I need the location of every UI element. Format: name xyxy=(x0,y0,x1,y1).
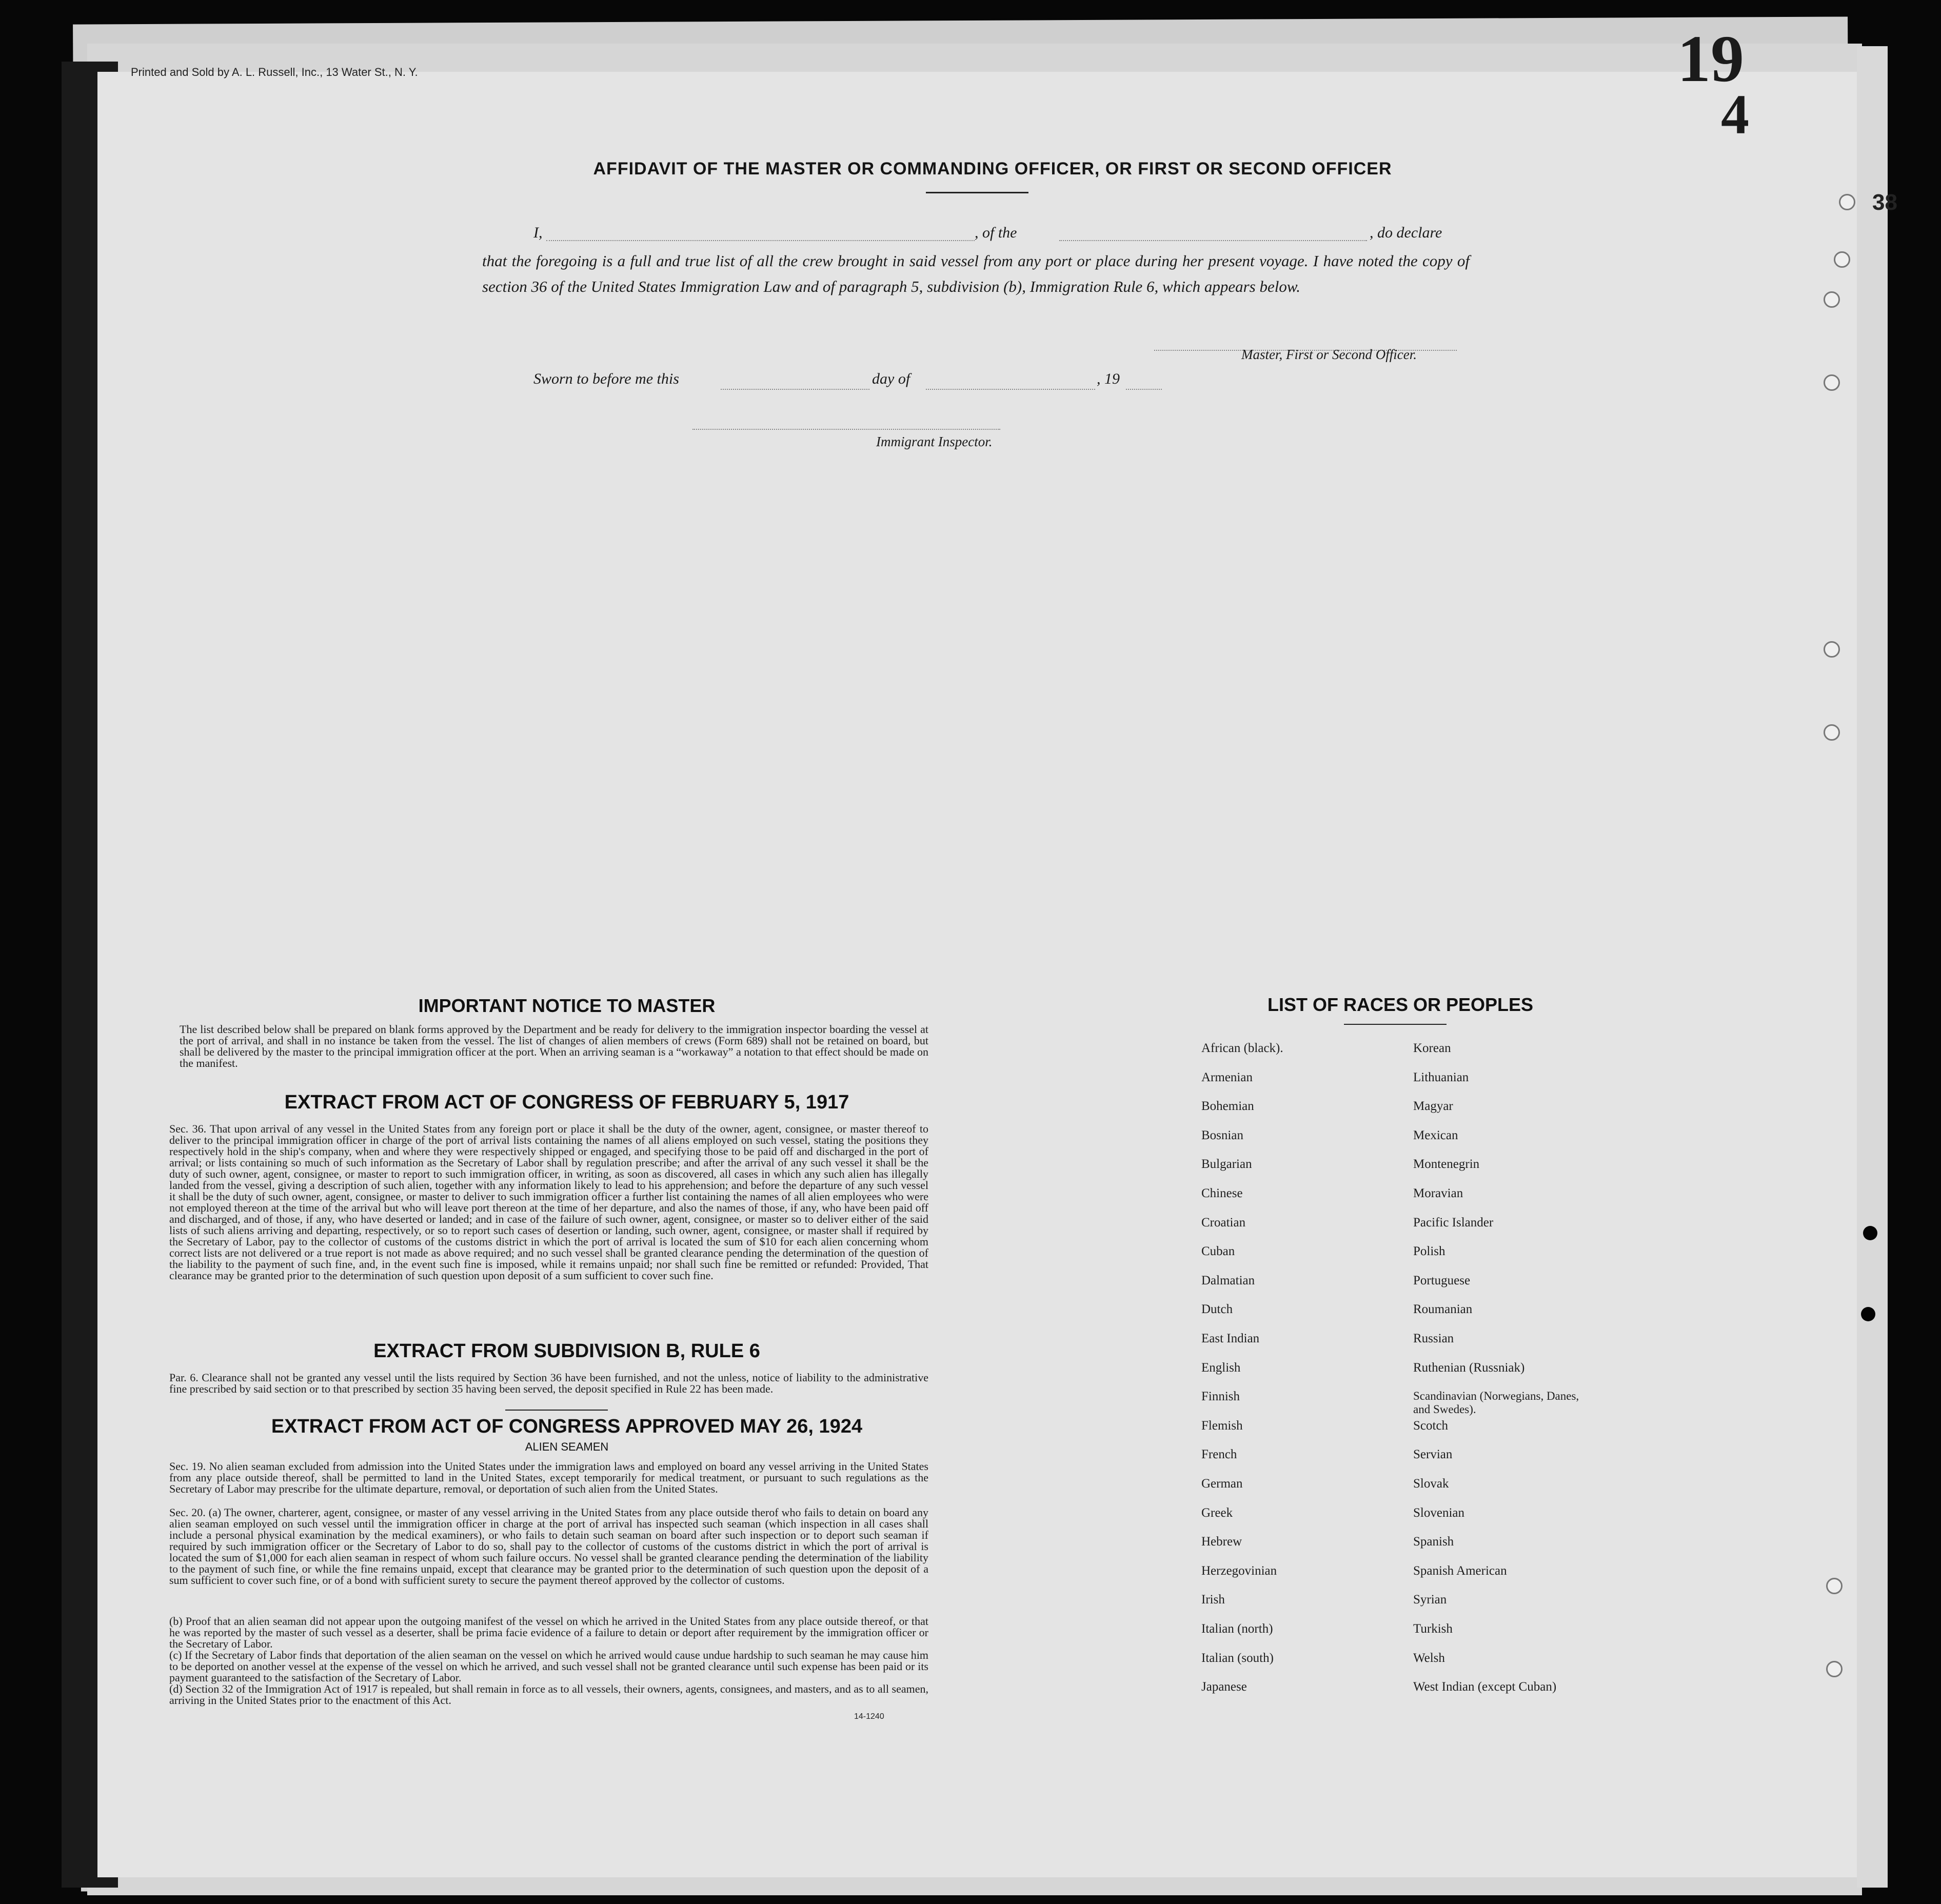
race-item: Chinese xyxy=(1201,1186,1243,1200)
signature-label: Master, First or Second Officer. xyxy=(1241,347,1417,362)
rule6-title: EXTRACT FROM SUBDIVISION B, RULE 6 xyxy=(373,1340,760,1362)
race-item: Italian (north) xyxy=(1201,1622,1273,1636)
race-item: Korean xyxy=(1413,1041,1451,1055)
race-item: West Indian (except Cuban) xyxy=(1413,1680,1557,1694)
race-item: Flemish xyxy=(1201,1418,1243,1433)
punch-hole xyxy=(1839,194,1855,210)
sec20a-text: Sec. 20. (a) The owner, charterer, agent, consignee, or master of any vessel arriving in the United States from any place outside therof who fails to detain on board any alien seaman employed on such vessel until the immigration officer in charge at the port of arrival has inspected such seaman (which inspection in all cases shall include a personal physical examination by the medical examiners), or who fails to detain such seaman on board after such inspection or to deport such seaman if required by such immigration officer or the Secretary of Labor to do so, shall pay to the collector of customs of the customs district in which the port of arrival is located the sum of $1,000 for each alien seaman in respect of whom such failure occurs. No vessel shall be granted clearance pending the determination of the liability to the payment of such fine, or while the fine remains unpaid, except that clearance may be granted prior to the determination of such question upon the deposit of a sum sufficient to cover such fine, or of a bond with sufficient surety to secure the payment thereof approved by the collector of customs. xyxy=(169,1506,928,1586)
sec20d-text: (d) Section 32 of the Immigration Act of 1917 is repealed, but shall remain in force as to all vessels, their owners, agents, consignees, and masters, and as to all seamen, arriving in the United States prior to the enactment of this Act. xyxy=(169,1682,928,1707)
race-item: Slovak xyxy=(1413,1477,1449,1491)
race-item: Lithuanian xyxy=(1413,1070,1469,1084)
race-item: Pacific Islander xyxy=(1413,1215,1494,1229)
underlying-page-edge xyxy=(1857,46,1888,1888)
race-item: African (black). xyxy=(1201,1041,1283,1055)
race-item: Syrian xyxy=(1413,1593,1447,1607)
race-item: Spanish American xyxy=(1413,1563,1507,1578)
races-title: LIST OF RACES OR PEOPLES xyxy=(1267,994,1534,1015)
race-item: Bohemian xyxy=(1201,1099,1254,1114)
race-item: German xyxy=(1201,1477,1243,1491)
inspector-line[interactable] xyxy=(692,429,1000,430)
race-item: Montenegrin xyxy=(1413,1157,1480,1172)
race-item: Italian (south) xyxy=(1201,1651,1274,1665)
sworn-label: Sworn to before me this xyxy=(533,370,679,387)
race-item: Turkish xyxy=(1413,1622,1453,1636)
extract-1917-text: Sec. 36. That upon arrival of any vessel in the United States from any foreign port or place it shall be the duty of the owner, agent, consignee, or master thereof to deliver to the principal immigration officer in charge of the port of arrival lists containing the names of all aliens employed on such vessel, stating the positions they respectively hold in the ship's company, when and where they were respectively shipped or engaged, and specifying those to be paid off and discharged in the port of arrival; or lists containing so much of such information as the Secretary of Labor shall by regulation prescribe; and after the arrival of any such vessel it shall be the duty of such owner, agent, consignee, or master to report to such immigration officer, in writing, as soon as discovered, all cases in which any such alien has illegally landed from the vessel, giving a description of such alien, together with any information likely to lead to his apprehension; and before the departure of any such vessel it shall be the duty of such owner, agent, consignee, or master to deliver to such immigration officer a further list containing the names of all alien employees who were not employed thereon at the time of the arrival but who will leave port thereon at the time of her departure, and also the names of those, if any, who have been paid off and discharged, and of those, if any, who have deserted or landed; and in case of the failure of such owner, agent, consignee, or master so to deliver either of the said lists of such aliens arriving and departing, respectively, or so to report such cases of desertion or landing, such owner, agent, consignee, or master shall if required by the Secretary of Labor, pay to the collector of customs of the customs district in which the port of arrival is located the sum of $10 for each alien concerning whom correct lists are not delivered or a true report is not made as above required; and no such vessel shall be granted clearance pending the determination of the question of the liability to the payment of such fine, and, in the event such fine is imposed, while it remains unpaid; nor shall such fine be remitted or refunded: Provided, That clearance may be granted prior to the determination of such question upon deposit of a sum sufficient to cover such fine. xyxy=(169,1122,928,1282)
document-page xyxy=(97,72,1888,1877)
punch-hole xyxy=(1863,1226,1877,1240)
race-item: Magyar xyxy=(1413,1099,1453,1114)
race-item: Dutch xyxy=(1201,1302,1233,1317)
race-item: Japanese xyxy=(1201,1680,1247,1694)
punch-hole xyxy=(1824,374,1840,391)
affidavit-i: I, xyxy=(533,224,543,241)
punch-hole xyxy=(1824,291,1840,308)
race-item: Scotch xyxy=(1413,1418,1449,1433)
edge-number: 38 xyxy=(1872,190,1897,215)
race-item: East Indian xyxy=(1201,1332,1260,1345)
day-of-label: day of xyxy=(872,370,910,387)
races-rule xyxy=(1344,1024,1447,1025)
section-rule xyxy=(505,1410,608,1411)
affidavit-body: that the foregoing is a full and true list of all the crew brought in said vessel from any port or place during her present voyage. I have noted the copy of section 36 of the United States Immigration Law and of paragraph 5, subdivision (b), Immigration Rule 6, which appears below. xyxy=(482,252,1470,295)
race-item: Roumanian xyxy=(1413,1302,1473,1317)
race-item: Herzegovinian xyxy=(1201,1563,1277,1578)
sec20c-text: (c) If the Secretary of Labor finds that deportation of the alien seaman on the vessel on which he arrived would cause undue hardship to such seaman he may cause him to be deported on another vessel at the expense of the vessel on which he arrived, and such vessel shall not be granted clearance until such expense has been paid or its payment guaranteed to the satisfaction of the Secretary of Labor. xyxy=(169,1649,928,1684)
affidavit-declare: , do declare xyxy=(1370,224,1442,241)
year-label: , 19 xyxy=(1097,370,1120,387)
extract-1924-subtitle: ALIEN SEAMEN xyxy=(525,1440,609,1453)
race-item: Irish xyxy=(1201,1593,1225,1607)
inspector-label: Immigrant Inspector. xyxy=(876,434,993,449)
race-item: Bosnian xyxy=(1201,1128,1243,1142)
race-item: Finnish xyxy=(1201,1390,1240,1404)
sworn-year-field[interactable] xyxy=(1126,389,1162,390)
form-number: 14-1240 xyxy=(854,1712,884,1721)
race-item: Cuban xyxy=(1201,1244,1235,1259)
race-item: Ruthenian (Russniak) xyxy=(1413,1360,1525,1375)
sec19-text: Sec. 19. No alien seaman excluded from admission into the United States under the immigration laws and employed on board any vessel arriving in the United States from any place outside thereof, shall be permitted to land in the United States, except temporarily for medical treatment, or pursuant to such regulations as the Secretary of Labor may prescribe for the ultimate departure, removal, or deportation of such alien from the United States. xyxy=(169,1460,928,1495)
notice-title: IMPORTANT NOTICE TO MASTER xyxy=(418,995,716,1016)
race-item: Mexican xyxy=(1413,1128,1458,1142)
notice-text: The list described below shall be prepared on blank forms approved by the Department and be ready for delivery to the immigration inspector boarding the vessel at the port of arrival, and shall in no instance be taken from the vessel. The list of changes of alien members of crews (Form 689) shall not be retained on board, but shall be delivered by the master to the principal immigration officer at the port. When an arriving seaman is a “workaway” a notation to that effect should be made on the manifest. xyxy=(180,1023,928,1069)
race-item: Greek xyxy=(1201,1505,1233,1520)
race-item: Servian xyxy=(1413,1447,1453,1462)
printer-imprint: Printed and Sold by A. L. Russell, Inc., 13 Water St., N. Y. xyxy=(131,66,418,78)
race-item: Bulgarian xyxy=(1201,1157,1252,1172)
rule6-text: Par. 6. Clearance shall not be granted any vessel until the lists required by Section 36 have been furnished, and not the unless, notice of liability to the administrative fine prescribed by said section or to that prescribed by section 35 having been served, the deposit specified in Rule 22 has been made. xyxy=(169,1371,928,1395)
race-item: Moravian xyxy=(1413,1186,1463,1200)
extract-1924-title: EXTRACT FROM ACT OF CONGRESS APPROVED MAY 26, 1924 xyxy=(271,1416,863,1437)
punch-hole xyxy=(1824,724,1840,741)
handwritten-mark: 4 xyxy=(1721,83,1749,146)
punch-hole xyxy=(1861,1307,1875,1321)
race-item: Portuguese xyxy=(1413,1273,1471,1287)
race-item: Armenian xyxy=(1201,1070,1253,1084)
race-item: English xyxy=(1201,1360,1241,1375)
sworn-day-field[interactable] xyxy=(721,389,869,390)
race-item: Welsh xyxy=(1413,1651,1445,1665)
race-item: Hebrew xyxy=(1201,1535,1242,1549)
race-item: French xyxy=(1201,1447,1237,1462)
race-item: Scandinavian (Norwegians, Danes, and Swedes). xyxy=(1413,1390,1579,1416)
race-item: Russian xyxy=(1413,1332,1454,1345)
punch-hole xyxy=(1826,1661,1843,1677)
race-item: Slovenian xyxy=(1413,1505,1464,1520)
race-item: Croatian xyxy=(1201,1215,1246,1229)
race-item: Dalmatian xyxy=(1201,1273,1255,1287)
race-item: Spanish xyxy=(1413,1535,1454,1549)
sec20b-text: (b) Proof that an alien seaman did not appear upon the outgoing manifest of the vessel on which he arrived in the United States from any place outside thereof, or that he was reported by the master of such vessel as a deserter, shall be prima facie evidence of a failure to detain or deport after requirement by the immigration officer or the Secretary of Labor. xyxy=(169,1615,928,1650)
vessel-field[interactable] xyxy=(1059,240,1367,241)
punch-hole xyxy=(1824,641,1840,658)
punch-hole xyxy=(1826,1578,1843,1594)
page-number: 19 xyxy=(1677,22,1744,96)
title-rule xyxy=(926,192,1028,193)
name-field[interactable] xyxy=(546,240,975,241)
sworn-month-field[interactable] xyxy=(926,389,1095,390)
extract-1917-title: EXTRACT FROM ACT OF CONGRESS OF FEBRUARY 5, 1917 xyxy=(284,1092,849,1113)
affidavit-of-the: , of the xyxy=(975,224,1017,241)
race-item: Polish xyxy=(1413,1244,1445,1259)
affidavit-title: AFFIDAVIT OF THE MASTER OR COMMANDING OFFICER, OR FIRST OR SECOND OFFICER xyxy=(593,159,1392,179)
punch-hole xyxy=(1834,251,1850,268)
